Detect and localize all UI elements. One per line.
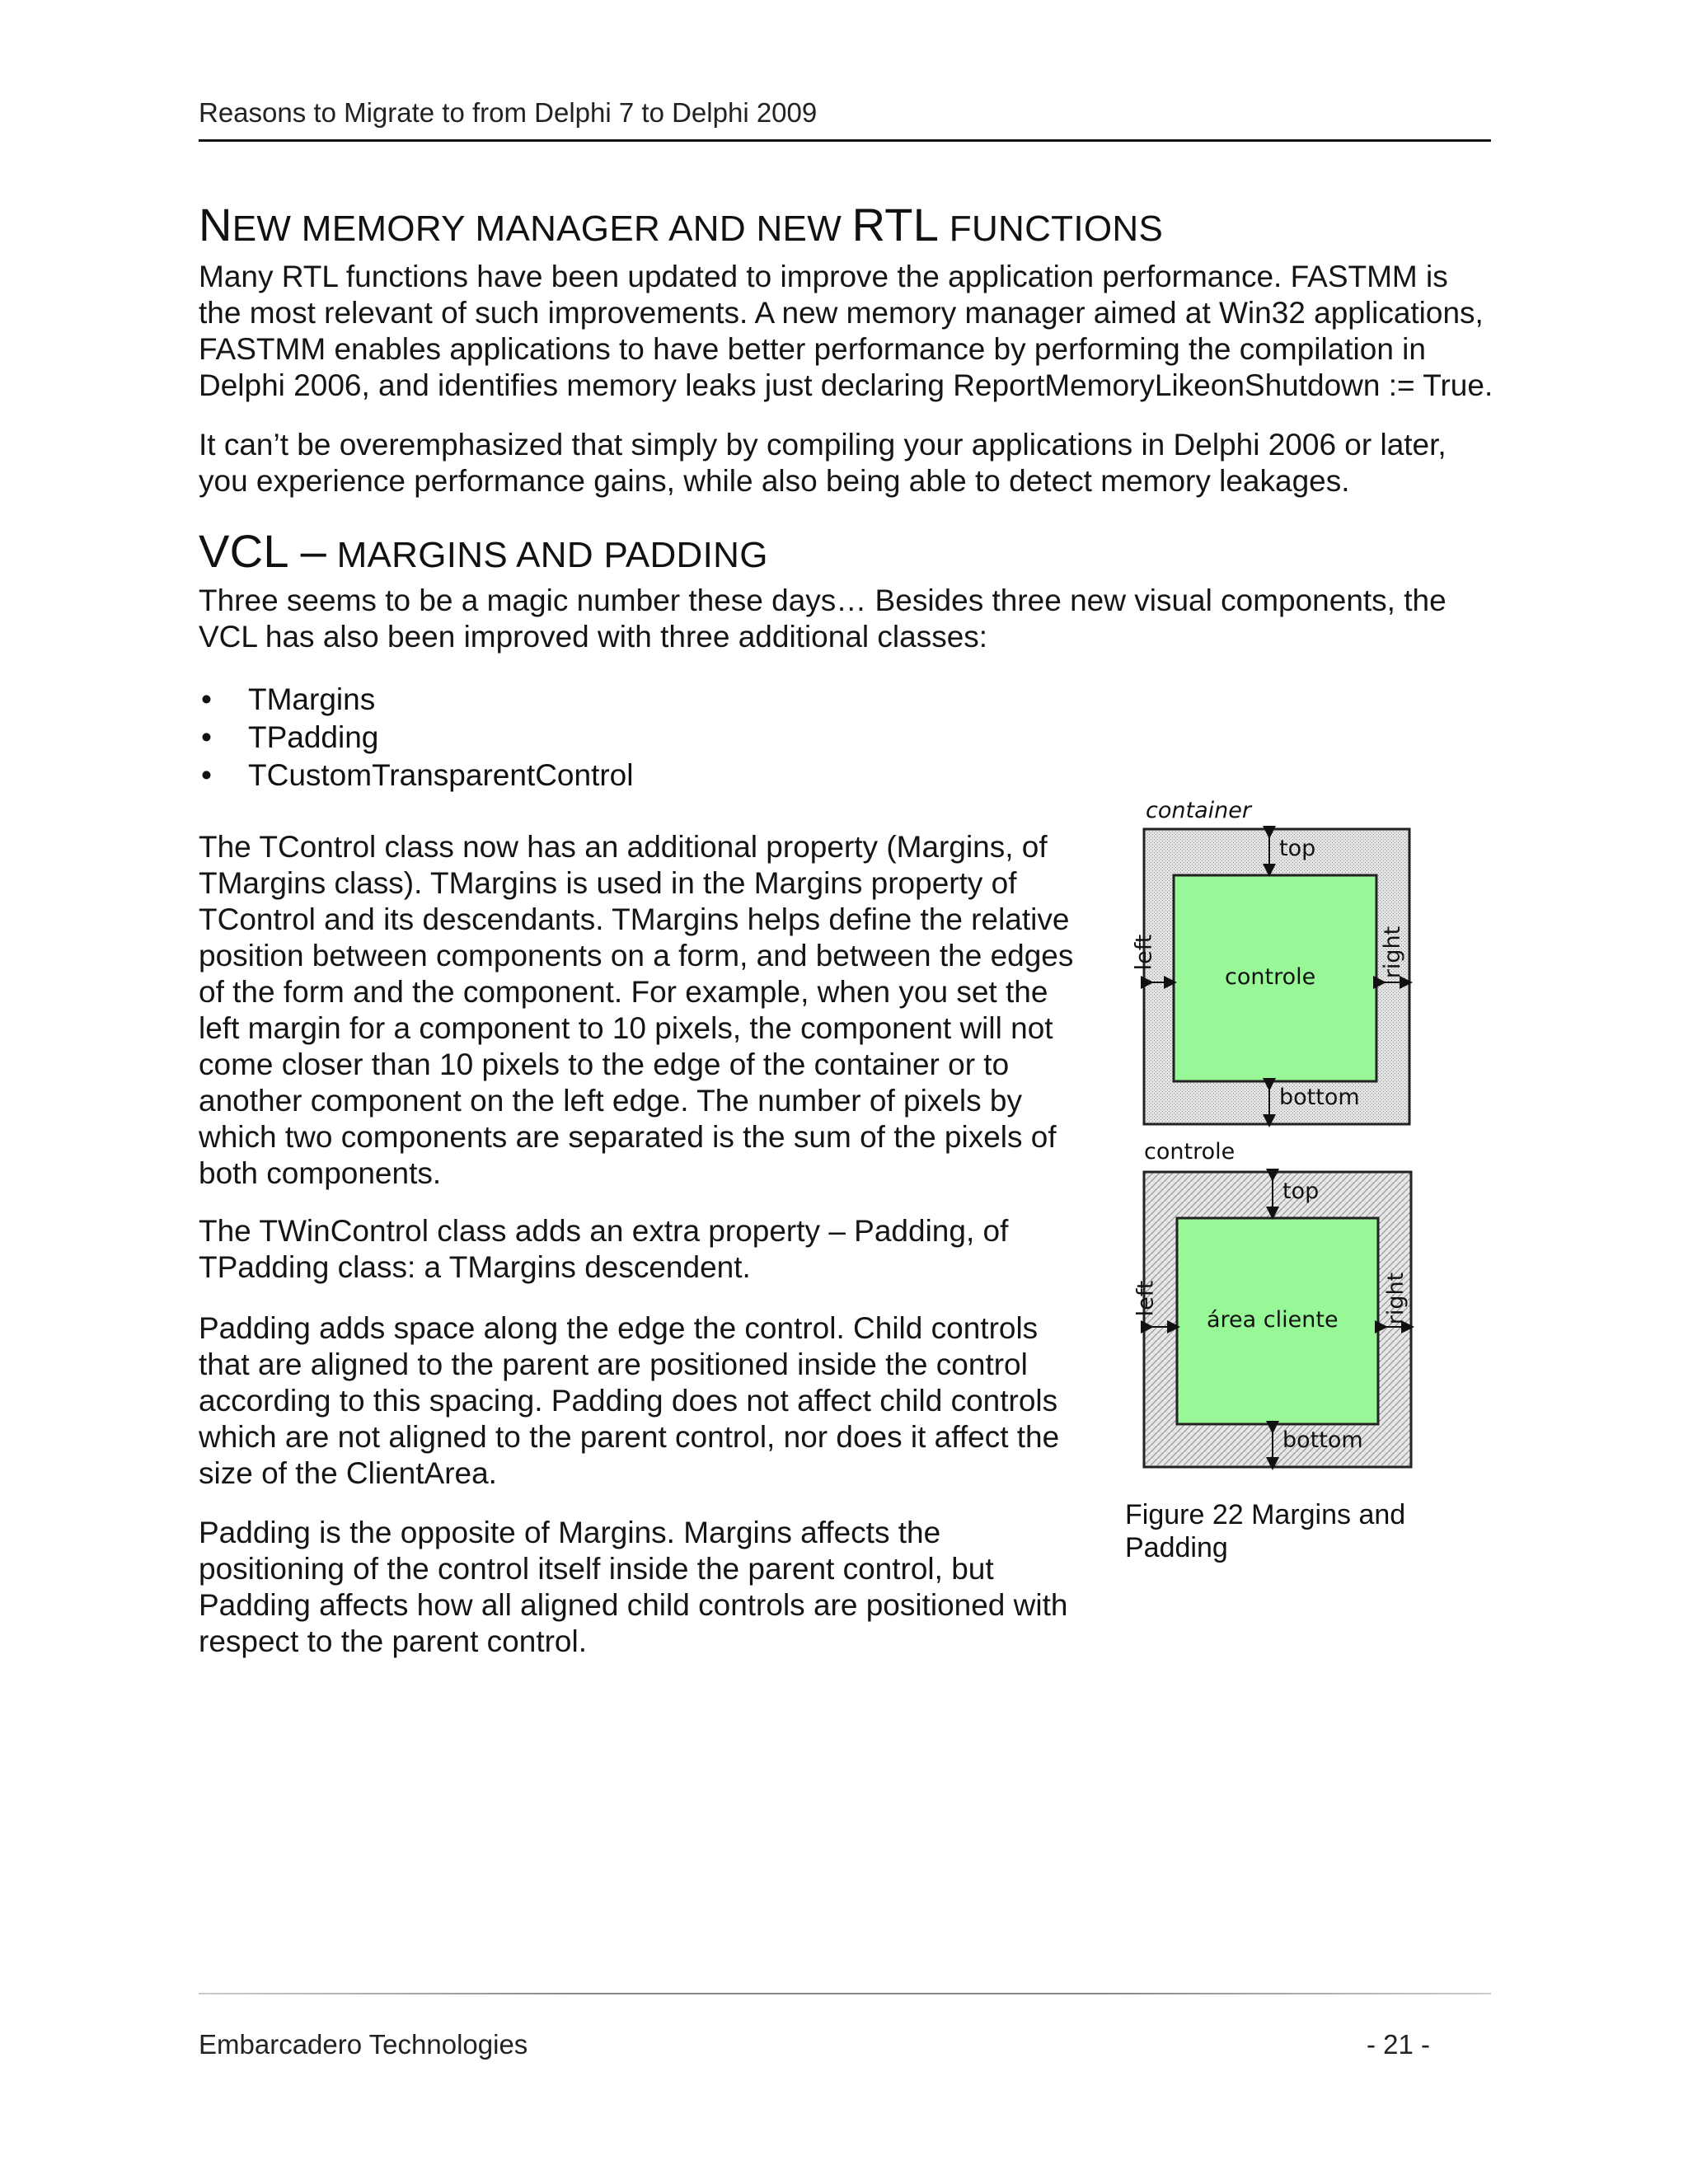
paragraph: It can’t be overemphasized that simply by compiling your applications in Delphi 2006 or later, you experience performance gains, while also being able to detect memory leakages. xyxy=(199,428,1447,498)
paragraph: Three seems to be a magic number these days… Besides three new visual components, the VCL has also been improved with three additional classes: xyxy=(199,583,1447,654)
top-label: top xyxy=(1279,836,1316,861)
controle-outer-label: controle xyxy=(1144,1139,1236,1165)
list-item-text: TCustomTransparentControl xyxy=(248,758,634,792)
paragraph: Padding adds space along the edge the control. Child controls that are aligned to the parent are positioned inside the control according to this spacing. Padding does not affect child controls which are not aligned to the parent control, nor does it affect the size of the ClientArea. xyxy=(199,1311,1060,1490)
container-label: container xyxy=(1146,798,1251,823)
header-rule xyxy=(199,139,1491,142)
right-label: right xyxy=(1380,926,1406,979)
right-label: right xyxy=(1383,1272,1409,1325)
paragraph: The TWinControl class adds an extra property – Padding, of TPadding class: a TMargins descendent. xyxy=(199,1214,1009,1284)
figure-diagrams xyxy=(1137,799,1418,1475)
section-heading-memory-manager xyxy=(199,198,1163,251)
page-number: - 21 - xyxy=(1367,2029,1431,2060)
list-item xyxy=(199,757,633,794)
client-area-label: área cliente xyxy=(1207,1307,1339,1333)
figure-caption: Figure 22 Margins and Padding xyxy=(1125,1499,1406,1563)
bottom-label: bottom xyxy=(1279,1085,1360,1110)
paragraph: The TControl class now has an additional property (Margins, of TMargins class). TMargins is used in the Margins property of TControl and its descendants. TMargins helps define the relative position between components on a form, and between the edges of the form and the component. For example, when you set the left margin for a component to 10 pixels, the component will not come closer than 10 pixels to the edge of the container or to another component on the left edge. The number of pixels by which two components are separated is the sum of the pixels of both components. xyxy=(199,830,1074,1190)
footer-company: Embarcadero Technologies xyxy=(199,2029,528,2060)
heading-part: MARGINS AND PADDING xyxy=(326,535,768,575)
bullet-icon: • xyxy=(201,758,212,792)
heading-part: FUNCTIONS xyxy=(939,209,1164,249)
list-item-text: TPadding xyxy=(248,720,379,754)
footer-rule xyxy=(199,1993,1491,1994)
bullet-list xyxy=(199,681,633,794)
margins-padding-figure xyxy=(1131,798,1418,1475)
list-item xyxy=(199,681,633,719)
heading-part: N xyxy=(199,199,232,251)
bullet-icon: • xyxy=(201,682,212,716)
page-header: Reasons to Migrate to from Delphi 7 to Delphi 2009 xyxy=(199,97,818,128)
list-item-text: TMargins xyxy=(248,682,376,716)
heading-part: RTL xyxy=(851,199,940,251)
paragraph: Many RTL functions have been updated to improve the application performance. FASTMM is the most relevant of such improvements. A new memory manager aimed at Win32 applications, FASTMM enables applications to have better performance by performing the compilation in Delphi 2006, and identifies memory leaks just declaring ReportMemoryLikeonShutdown := True. xyxy=(199,260,1493,402)
list-item xyxy=(199,719,633,757)
left-label: left xyxy=(1132,1280,1159,1317)
controle-label: controle xyxy=(1225,964,1316,990)
heading-part: VCL – xyxy=(199,525,327,577)
left-label: left xyxy=(1131,934,1157,971)
bullet-icon: • xyxy=(201,720,212,754)
heading-part: EW MEMORY MANAGER AND NEW xyxy=(232,209,852,249)
bottom-label: bottom xyxy=(1282,1427,1363,1453)
top-label: top xyxy=(1282,1179,1320,1204)
section-heading-vcl xyxy=(199,524,768,578)
paragraph: Padding is the opposite of Margins. Margins affects the positioning of the control itself inside the parent control, but Padding affects how all aligned child controls are positioned with respect to the parent control. xyxy=(199,1516,1068,1658)
